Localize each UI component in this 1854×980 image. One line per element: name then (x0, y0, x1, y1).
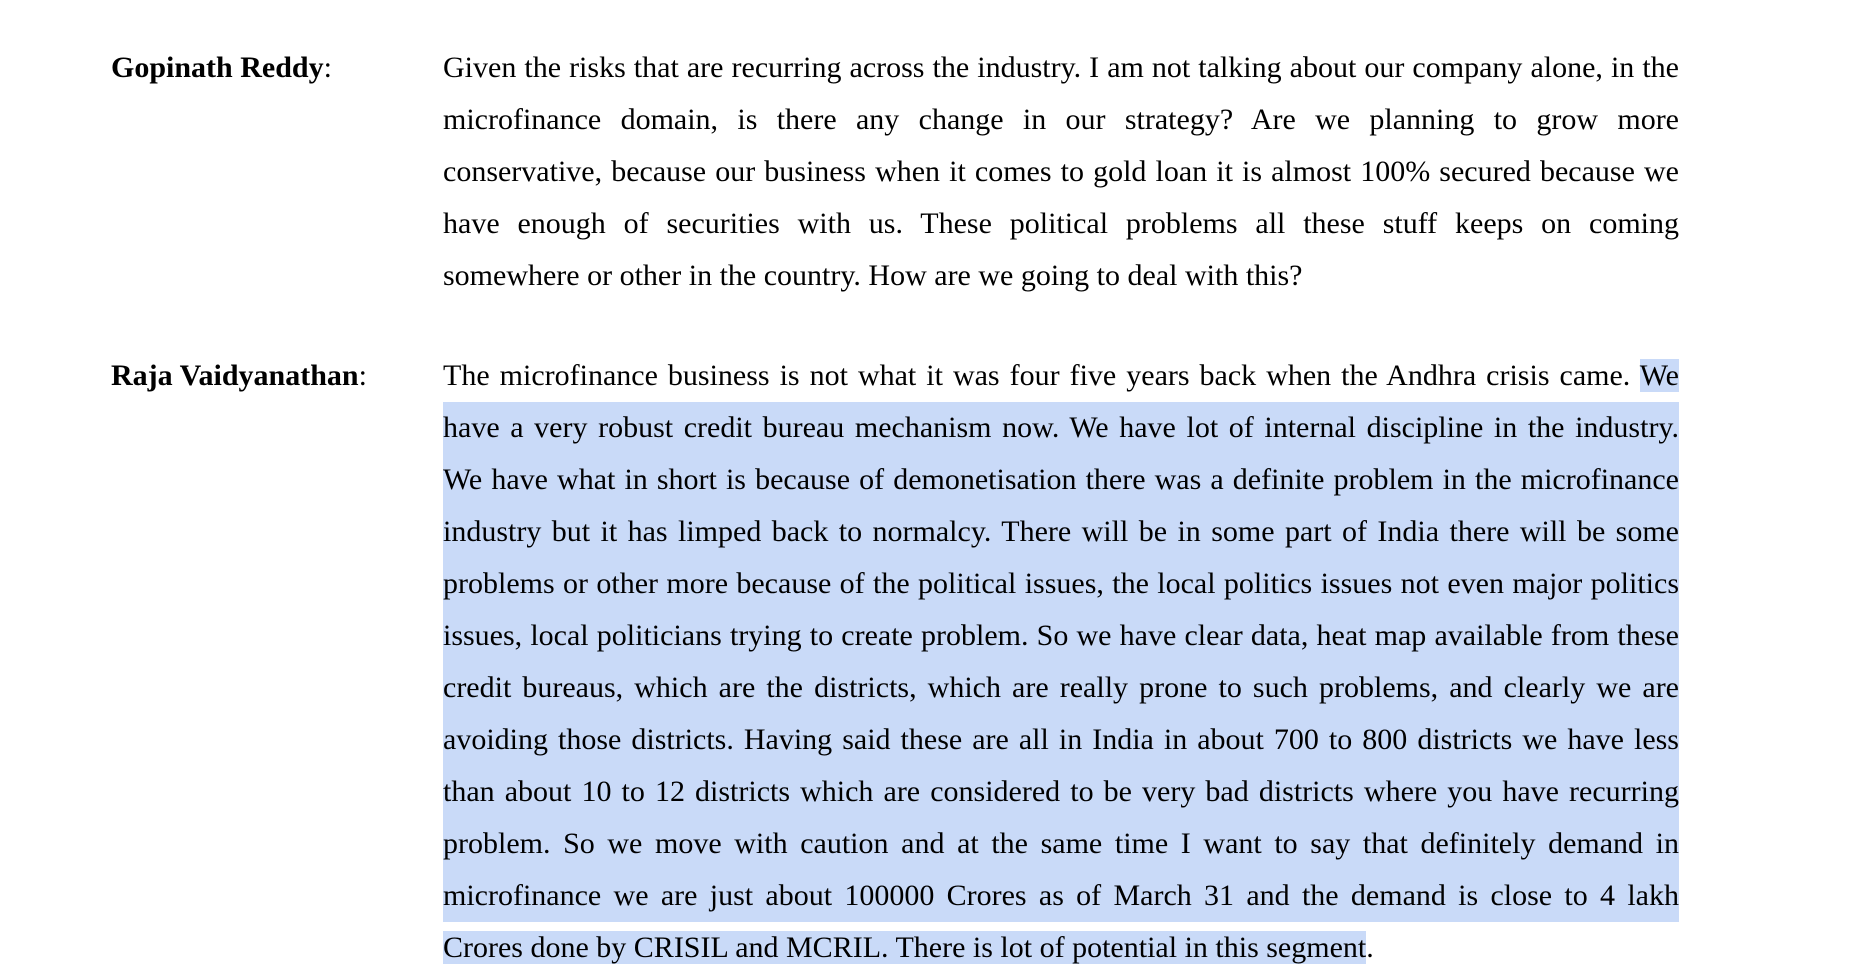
text-line: Given the risks that are recurring across the industry. I am not talking about our company alone, in the (443, 51, 1679, 84)
text-line: microfinance domain, is there any change in our strategy? Are we planning to grow more (443, 103, 1679, 136)
speaker-name (111, 350, 367, 402)
selected-line[interactable]: than about 10 to 12 districts which are considered to be very bad districts where you have recurring (443, 766, 1679, 818)
speaker-name (111, 42, 332, 94)
speech-paragraph[interactable] (443, 350, 1679, 974)
selected-line[interactable]: We have what in short is because of demonetisation there was a definite problem in the microfinance (443, 454, 1679, 506)
selected-line[interactable]: have a very robust credit bureau mechanism now. We have lot of internal discipline in the industry. (443, 402, 1679, 454)
speaker-label: Gopinath Reddy (111, 51, 324, 84)
selected-line[interactable]: problem. So we move with caution and at the same time I want to say that definitely demand in (443, 818, 1679, 870)
selected-line[interactable]: avoiding those districts. Having said these are all in India in about 700 to 800 districts we have less (443, 714, 1679, 766)
selected-line[interactable]: microfinance we are just about 100000 Crores as of March 31 and the demand is close to 4 lakh (443, 870, 1679, 922)
selected-line[interactable]: credit bureaus, which are the districts, which are really prone to such problems, and clearly we are (443, 662, 1679, 714)
speaker-colon: : (323, 51, 332, 84)
speaker-label: Raja Vaidyanathan (111, 359, 359, 392)
speech-paragraph[interactable] (443, 42, 1679, 302)
selected-text[interactable]: Crores done by CRISIL and MCRIL. There is lot of potential in this segment (443, 931, 1367, 964)
selected-line[interactable]: industry but it has limped back to normalcy. There will be in some part of India there will be some (443, 506, 1679, 558)
selected-line[interactable]: problems or other more because of the political issues, the local politics issues not even major politics (443, 558, 1679, 610)
selected-line[interactable]: issues, local politicians trying to create problem. So we have clear data, heat map available from these (443, 610, 1679, 662)
plain-text: . (1366, 931, 1374, 964)
text-line: somewhere or other in the country. How are we going to deal with this? (443, 259, 1303, 292)
text-line-first (443, 350, 1679, 402)
text-line: have enough of securities with us. These political problems all these stuff keeps on coming (443, 207, 1679, 240)
plain-text: The microfinance business is not what it was four five years back when the Andhra crisis came. (443, 359, 1631, 392)
text-line-last (443, 922, 1679, 974)
speaker-colon: : (358, 359, 367, 392)
text-line: conservative, because our business when it comes to gold loan it is almost 100% secured because we (443, 155, 1679, 188)
selected-text[interactable]: We (1639, 359, 1679, 392)
